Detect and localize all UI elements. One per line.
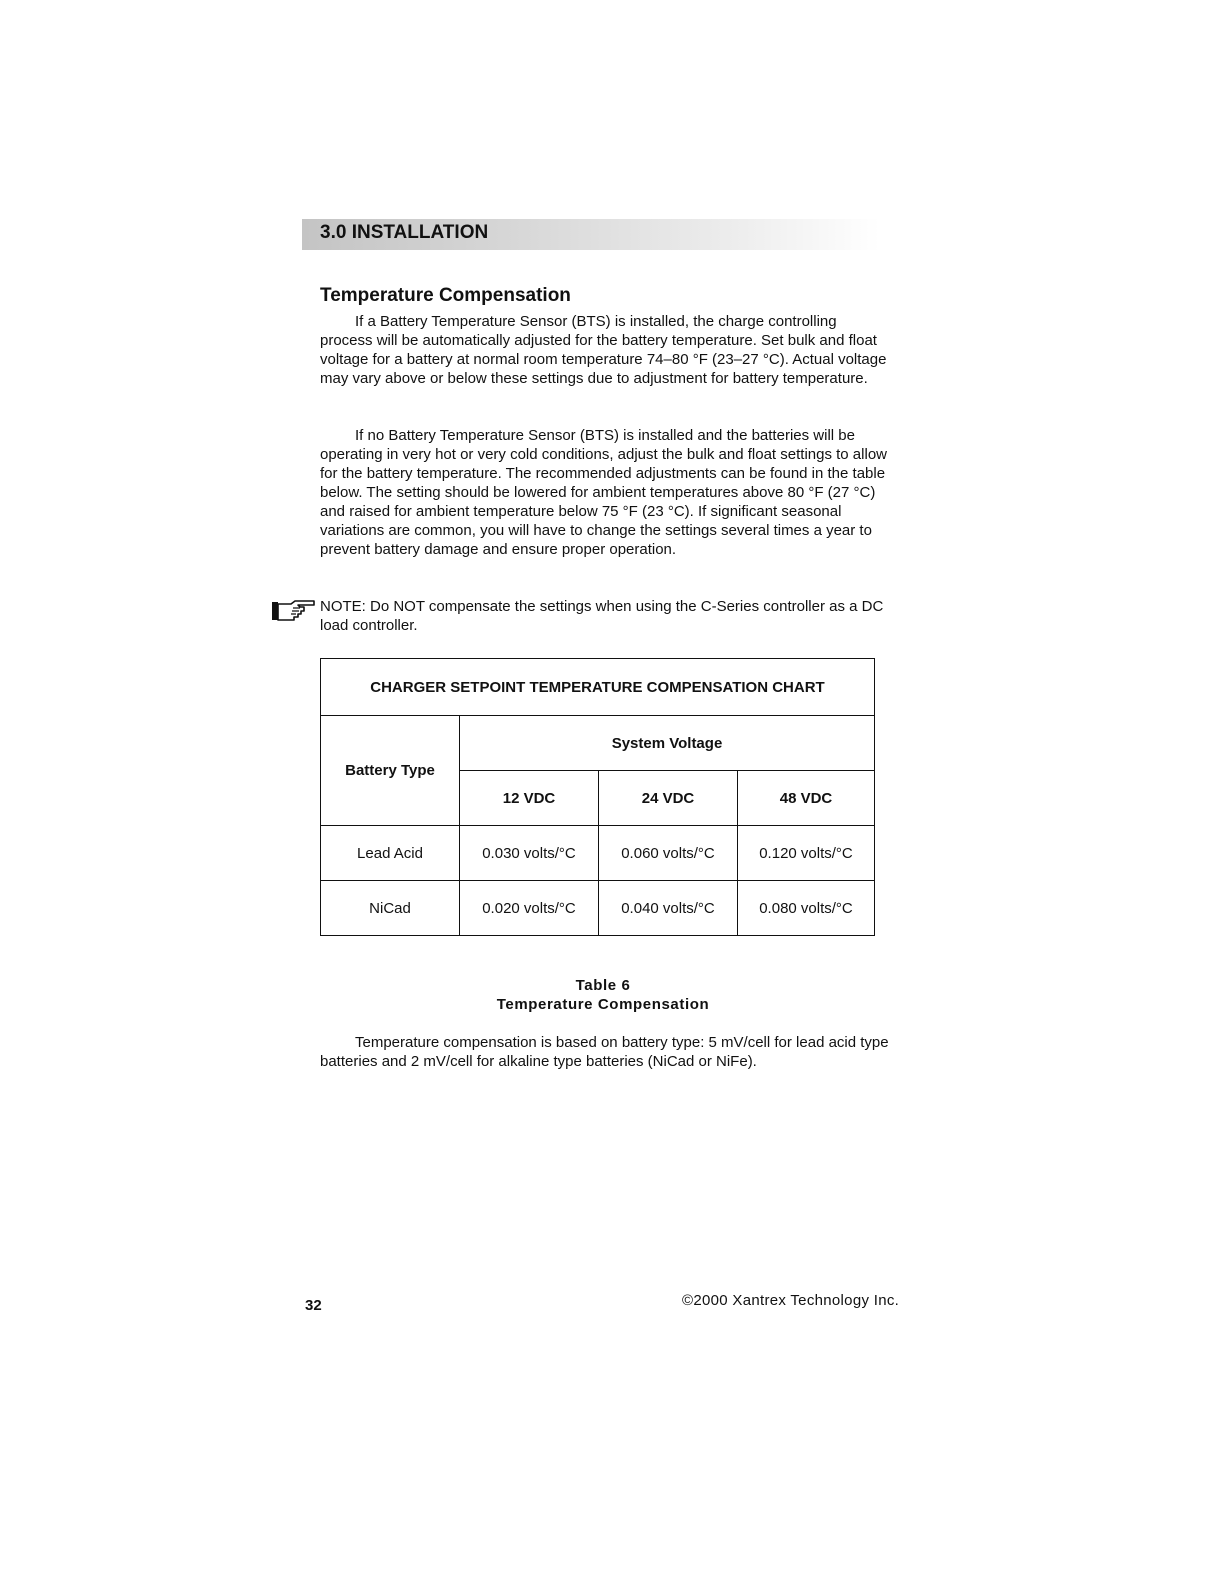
battery-type-header: Battery Type	[321, 716, 460, 826]
column-header-24vdc: 24 VDC	[599, 771, 738, 826]
table-cell: 0.020 volts/°C	[460, 881, 599, 936]
section-title: 3.0 INSTALLATION	[320, 222, 489, 243]
system-voltage-header: System Voltage	[460, 716, 875, 771]
table-title-cell: CHARGER SETPOINT TEMPERATURE COMPENSATION CHART	[321, 659, 875, 716]
column-header-12vdc: 12 VDC	[460, 771, 599, 826]
subsection-heading: Temperature Compensation	[320, 285, 571, 306]
note-text: NOTE: Do NOT compensate the settings when using the C-Series controller as a DC load controller.	[320, 598, 884, 634]
table-row	[321, 881, 875, 936]
table-caption-label: Table 6	[575, 977, 631, 994]
compensation-chart-table	[320, 658, 875, 936]
paragraph-bts-installed-text: If a Battery Temperature Sensor (BTS) is installed, the charge controlling process will be automatically adjusted for the battery temperature. Set bulk and float voltage for a battery at normal room temperature 74–80 °F (23–27 °C). Actual voltage may vary above or below these settings due to adjustment for battery temperature.	[320, 313, 887, 387]
paragraph-no-bts	[320, 426, 892, 559]
table-caption-title: Temperature Compensation	[496, 996, 710, 1013]
table-row	[321, 826, 875, 881]
paragraph-no-bts-text: If no Battery Temperature Sensor (BTS) is installed and the batteries will be operating in very hot or very cold conditions, adjust the bulk and float settings to allow for the battery temperature. The recommended adjustments can be found in the table below. The setting should be lowered for ambient temperatures above 80 °F (27 °C) and raised for ambient temperature below 75 °F (23 °C). If significant seasonal variations are common, you will have to change the settings several times a year to prevent battery damage and ensure proper operation.	[320, 427, 887, 558]
table-cell: 0.040 volts/°C	[599, 881, 738, 936]
section-header-bar	[302, 219, 880, 250]
paragraph-bts-installed	[320, 312, 892, 388]
column-header-48vdc: 48 VDC	[738, 771, 875, 826]
pointing-hand-icon	[271, 599, 315, 623]
paragraph-compensation-basis	[320, 1033, 892, 1071]
copyright-notice: ©2000 Xantrex Technology Inc.	[682, 1292, 900, 1309]
table-cell: 0.080 volts/°C	[738, 881, 875, 936]
table-cell: 0.060 volts/°C	[599, 826, 738, 881]
row-battery-type: Lead Acid	[321, 826, 460, 881]
page-number: 32	[305, 1297, 322, 1314]
row-battery-type: NiCad	[321, 881, 460, 936]
paragraph-compensation-basis-text: Temperature compensation is based on battery type: 5 mV/cell for lead acid type batteries and 2 mV/cell for alkaline type batteries (NiCad or NiFe).	[320, 1034, 889, 1070]
table-cell: 0.120 volts/°C	[738, 826, 875, 881]
table-cell: 0.030 volts/°C	[460, 826, 599, 881]
